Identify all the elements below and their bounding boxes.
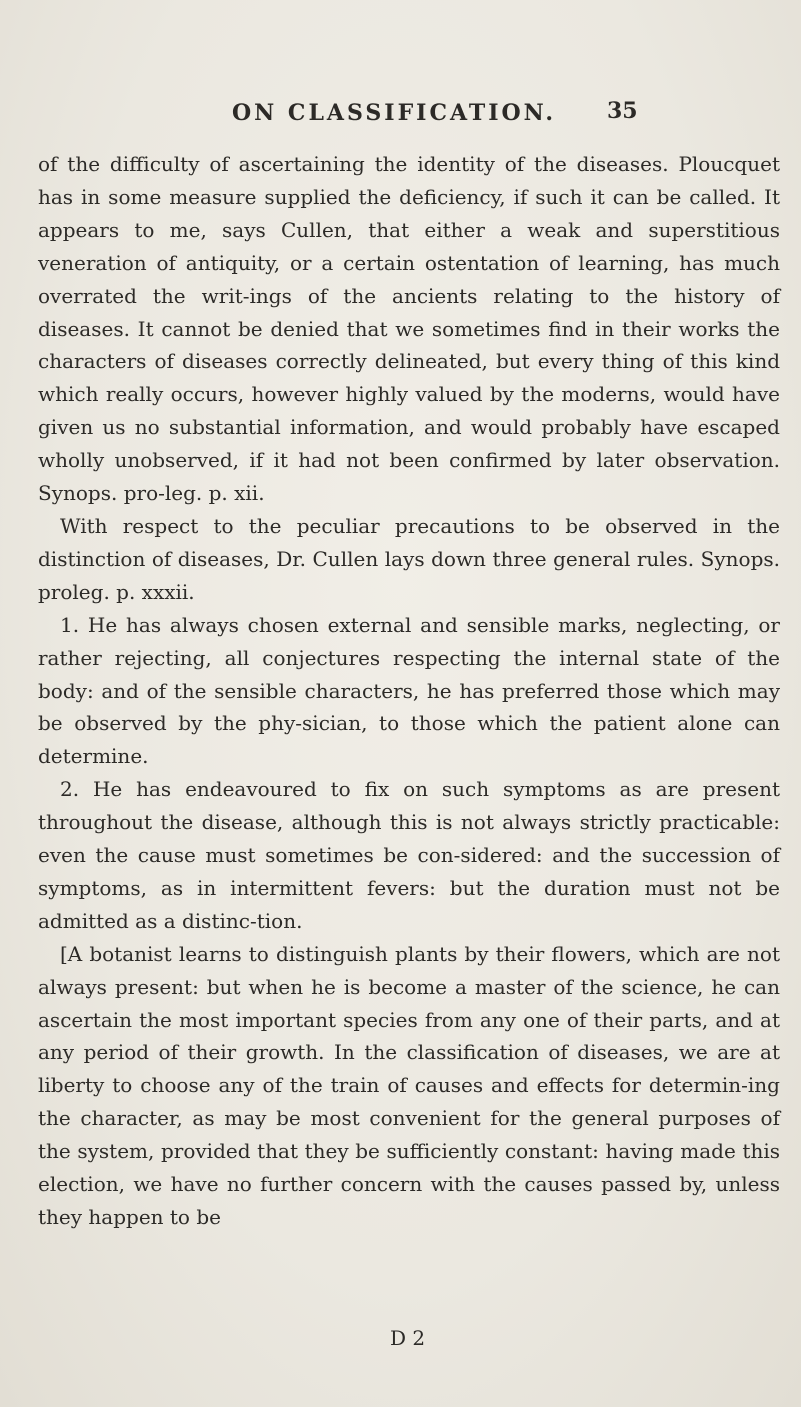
page-number: 35 [607,98,638,124]
paragraph-precautions: With respect to the peculiar precautions to be observed in the distinction of diseases, Dr. Cullen lays down three general rules. Synops. proleg. p. xxxii. [38,513,780,604]
paragraph-rule-1: 1. He has always chosen external and sensible marks, neglecting, or rather rejecting, all conjectures respecting the internal state of the body: and of the sensible characters, he has preferred those which may be observed by the phy-sician, to those which the patient alone can determine. [38,612,780,769]
body-text [38,148,780,1234]
signature-mark: D 2 [390,1326,426,1350]
paragraph-botanist: [A botanist learns to distinguish plants by their flowers, which are not always present: but when he is become a master of the science, he can ascertain the most important species from any one of their parts, and at any period of their growth. In the classification of diseases, we are at liberty to choose any of the train of causes and effects for determin-ing the character, as may be most convenient for the general purposes of the system, provided that they be sufficiently constant: having made this election, we have no further concern with the causes passed by, unless they happen to be [38,941,780,1229]
page-header [0,100,801,140]
paragraph-continuation: of the difficulty of ascertaining the identity of the diseases. Ploucquet has in some measure supplied the deficiency, if such it can be called. It appears to me, says Cullen, that either a weak and superstitious veneration of antiquity, or a certain ostentation of learning, has much overrated the writ-ings of the ancients relating to the history of diseases. It cannot be denied that we sometimes find in their works the characters of diseases correctly delineated, but every thing of this kind which really occurs, however highly valued by the moderns, would have given us no substantial information, and would probably have escaped wholly unobserved, if it had not been confirmed by later observation. Synops. pro-leg. p. xii. [38,152,780,506]
paragraph-rule-2: 2. He has endeavoured to fix on such symptoms as are present throughout the disease, although this is not always strictly practicable: even the cause must sometimes be con-sidered: and the succession of symptoms, as in intermittent fevers: but the duration must not be admitted as a distinc-tion. [38,777,780,933]
running-title: ON CLASSIFICATION. [232,100,557,126]
